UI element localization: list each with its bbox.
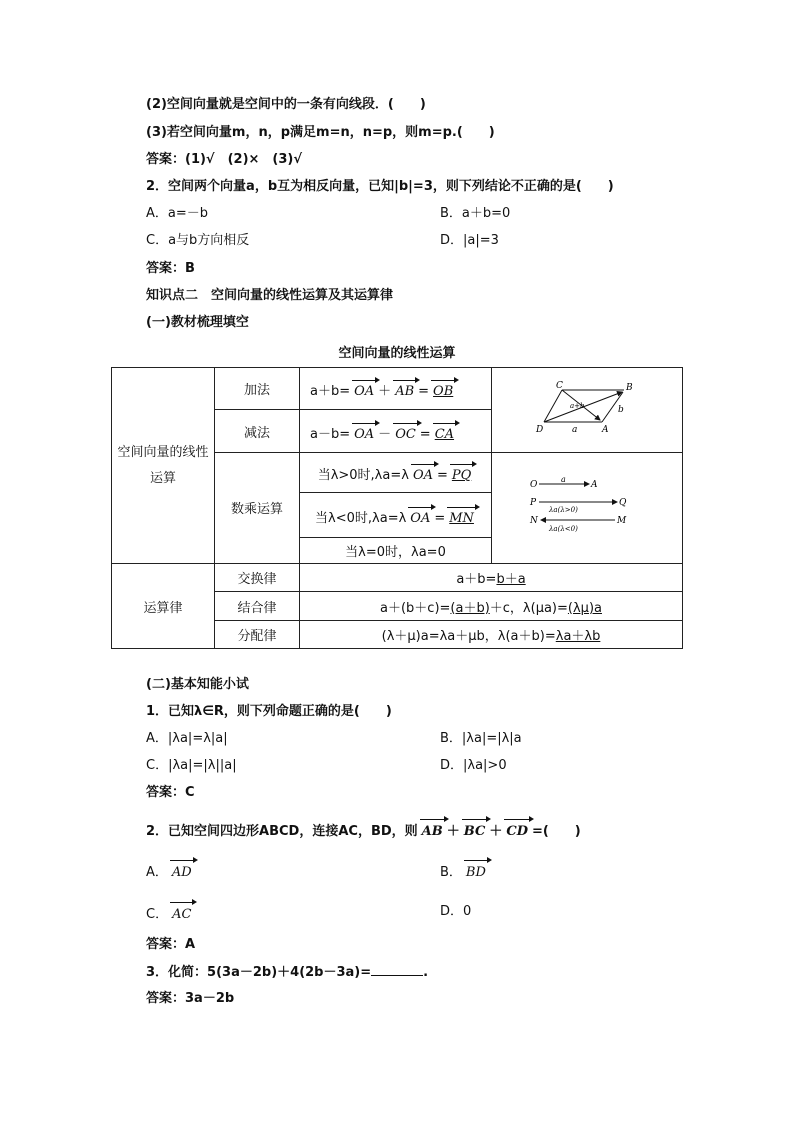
distributive-label: 分配律 (215, 620, 300, 648)
addition-formula: a＋b= OA ＋ AB = OB (300, 368, 492, 410)
commutative-formula: a＋b=b＋a (300, 564, 683, 592)
quiz-question-1: 1．已知λ∈R，则下列命题正确的是( ) (146, 704, 392, 719)
scalar-figure (492, 452, 683, 563)
question-2: (2)空间向量就是空间中的一条有向线段．( ) (146, 97, 426, 112)
commutative-label: 交换律 (215, 564, 300, 592)
group-label-linear: 空间向量的线性运算 (112, 368, 215, 564)
distributive-formula: (λ＋μ)a=λa＋μb，λ(a＋b)=λa＋λb (300, 620, 683, 648)
subsection-heading: (二)基本知能小试 (146, 677, 249, 692)
answer-line: 答案：C (146, 785, 195, 800)
option-d: D．|λa|>0 (440, 758, 507, 773)
answer-line: 答案：3a－2b (146, 991, 235, 1006)
associative-label: 结合律 (215, 592, 300, 620)
option-d: D．|a|=3 (440, 233, 499, 248)
question-3: (3)若空间向量m，n，p满足m=n，n=p，则m=p.( ) (146, 125, 495, 140)
quiz-question-2: 2．已知空间四边形ABCD，连接AC，BD，则 AB ＋ BC ＋ CD =( ) (146, 817, 581, 841)
option-b: B．|λa|=|λ|a (440, 731, 522, 746)
svg-text:M: M (617, 515, 627, 526)
svg-text:a+b: a+b (570, 401, 585, 410)
scalar-zero: 当λ=0时，λa=0 (300, 537, 492, 563)
quiz-question-3: 3．化简：5(3a－2b)＋4(2b－3a)= . (146, 965, 429, 980)
svg-text:a: a (572, 424, 578, 435)
option-c: C．a与b方向相反 (146, 233, 250, 248)
answer-line: 答案：(1)√ (2)× (3)√ (146, 152, 303, 167)
svg-text:N: N (530, 515, 538, 526)
answer-line: 答案：A (146, 937, 196, 952)
svg-text:a: a (561, 474, 566, 484)
scalar-mult-label: 数乘运算 (215, 452, 300, 563)
answer-line: 答案：B (146, 261, 195, 276)
group-label-laws: 运算律 (112, 564, 215, 649)
scalar-multiplication-diagram (527, 474, 647, 538)
svg-text:B: B (626, 382, 633, 393)
option-c: C．|λa|=|λ||a| (146, 758, 237, 773)
linear-operations-table (111, 367, 683, 649)
option-a: A．|λa|=λ|a| (146, 731, 228, 746)
scalar-negative: 当λ<0时,λa=λ OA = MN (300, 493, 492, 537)
option-b: B． BD (440, 858, 490, 882)
svg-text:A: A (591, 479, 598, 490)
problem-2-stem: 2．空间两个向量a，b互为相反向量，已知|b|=3，则下列结论不正确的是( ) (146, 179, 614, 194)
answer-blank[interactable] (371, 963, 423, 976)
svg-text:O: O (530, 479, 538, 490)
subtraction-formula: a－b= OA － OC = CA (300, 410, 492, 452)
parallelogram-figure (492, 368, 683, 453)
svg-text:A: A (602, 424, 609, 435)
associative-formula: a＋(b＋c)=(a＋b)＋c，λ(μa)=(λμ)a (300, 592, 683, 620)
svg-text:P: P (530, 497, 537, 508)
table-title: 空间向量的线性运算 (338, 346, 456, 361)
option-a: A． AD (146, 858, 196, 882)
svg-text:C: C (556, 380, 563, 391)
option-d: D．0 (440, 904, 472, 919)
scalar-positive: 当λ>0时,λa=λ OA = PQ (300, 452, 492, 492)
svg-text:λa(λ<0): λa(λ<0) (549, 524, 578, 533)
option-a: A．a=－b (146, 206, 209, 221)
parallelogram-diagram (532, 378, 642, 438)
subtraction-label: 减法 (215, 410, 300, 452)
svg-text:λa(λ>0): λa(λ>0) (549, 505, 578, 514)
option-b: B．a＋b=0 (440, 206, 511, 221)
subsection-heading: (一)教材梳理填空 (146, 315, 249, 330)
addition-label: 加法 (215, 368, 300, 410)
svg-text:D: D (536, 424, 544, 435)
svg-text:Q: Q (619, 497, 627, 508)
svg-text:b: b (618, 404, 624, 415)
option-c: C． AC (146, 900, 195, 924)
section-heading: 知识点二 空间向量的线性运算及其运算律 (146, 288, 394, 303)
